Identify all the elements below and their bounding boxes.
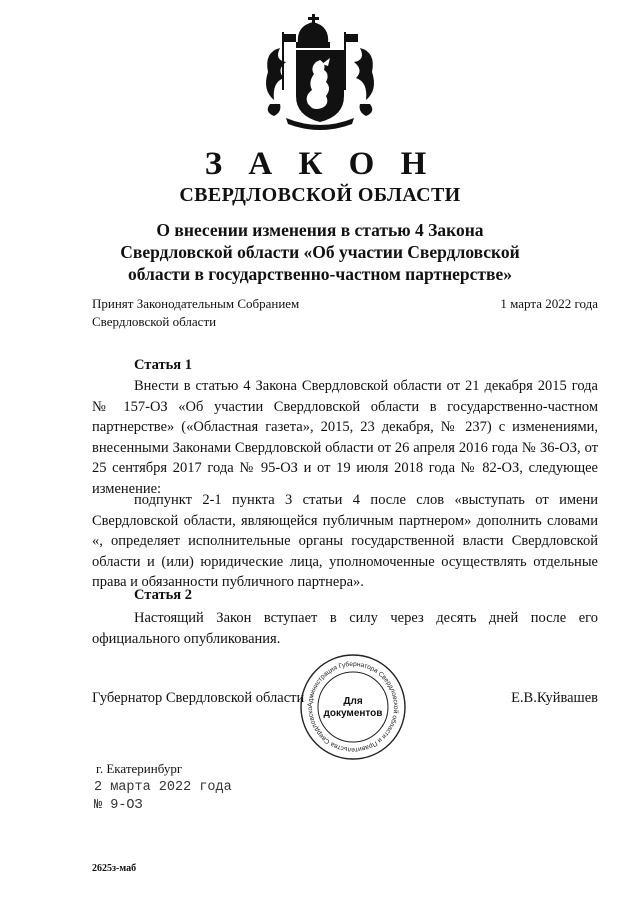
law-subject (120, 219, 520, 285)
signing-date: 2 марта 2022 года (94, 780, 232, 795)
adopted-line: Свердловской области (92, 314, 217, 329)
place-of-signing: г. Екатеринбург (96, 761, 183, 776)
coat-of-arms-emblem (260, 12, 380, 130)
official-stamp (298, 652, 408, 762)
adopted-by (92, 295, 352, 331)
signer-position: Губернатор Свердловской области (92, 690, 305, 706)
stamp-center-text-2: документов (323, 708, 383, 719)
subject-line: О внесении изменения в статью 4 Закона (156, 220, 484, 240)
article-1-title: Статья 1 (134, 357, 192, 373)
article-1-paragraph-2: подпункт 2-1 пункта 3 статьи 4 после слов «выступать от имени Свердловской области, являющейся публичным партнером» дополнить словами «, определяет исполнительные органы государственной власти Свердловской области и (или) юридические лица, уполномоченные осуществлять отдельные права и обязанности публичного партнера». (92, 492, 598, 590)
stamp-ring-text: Администрация Губернатора Свердловской области и Правительства Свердловско (306, 660, 400, 754)
adopted-line: Принят Законодательным Собранием (92, 296, 300, 311)
law-number: № 9-ОЗ (94, 798, 143, 813)
subject-line: области в государственно-частном партнерстве» (127, 264, 512, 284)
region-heading: СВЕРДЛОВСКОЙ ОБЛАСТИ (179, 184, 461, 206)
signer-name: Е.В.Куйвашев (511, 690, 598, 706)
document-code: 2625з-маб (92, 863, 137, 874)
stamp-center-text-1: Для (343, 696, 363, 707)
article-2-title: Статья 2 (134, 587, 192, 603)
subject-line: Свердловской области «Об участии Свердловской (120, 242, 520, 262)
article-1-paragraph-1: Внести в статью 4 Закона Свердловской области от 21 декабря 2015 года № 157-ОЗ «Об участии Свердловской области в государственно-частном партнерстве» («Областная газета», 2015, 23 декабря, № 237) с изменениями, внесенными Законами Свердловской области от 26 апреля 2016 года № 36-ОЗ, от 25 сентября 2017 года № 95-ОЗ и от 19 июля 2018 года № 82-ОЗ, следующее изменение: (92, 378, 598, 497)
article-2-paragraph-1: Настоящий Закон вступает в силу через десять дней после его официального опубликования. (92, 610, 598, 647)
adopted-date: 1 марта 2022 года (500, 296, 598, 311)
law-heading: З А К О Н (204, 146, 436, 182)
